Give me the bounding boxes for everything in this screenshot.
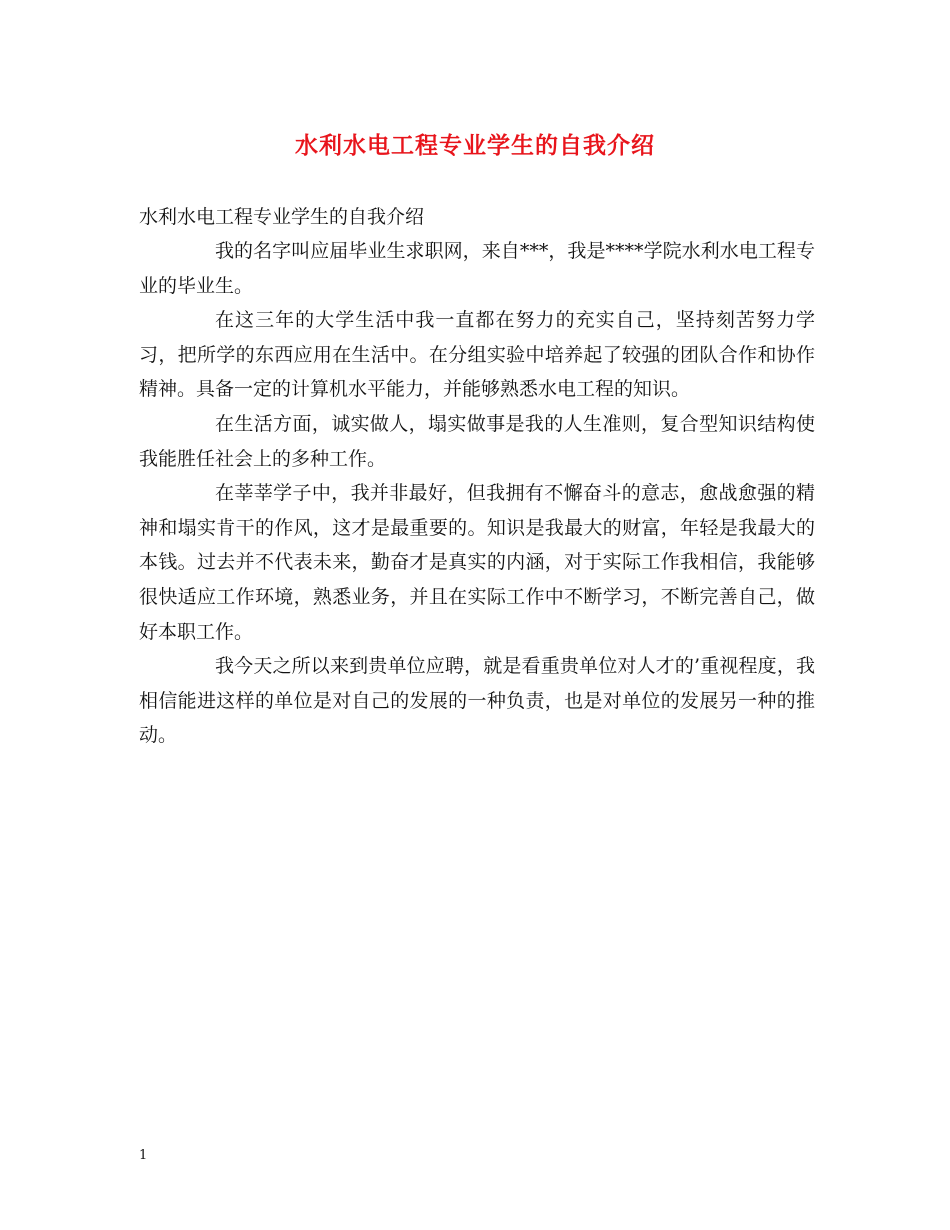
paragraph-university-life: 在这三年的大学生活中我一直都在努力的充实自己，坚持刻苦努力学习，把所学的东西应用在生活中。在分组实验中培养起了较强的团队合作和协作精神。具备一定的计算机水平能力，并能够熟悉水电工程的知识。 xyxy=(139,309,815,401)
paragraph-strengths: 在莘莘学子中，我并非最好，但我拥有不懈奋斗的意志，愈战愈强的精神和塌实肯干的作风，这才是最重要的。知识是我最大的财富，年轻是我最大的本钱。过去并不代表未来，勤奋才是真实的内涵，对于实际工作我相信，我能够很快适应工作环境，熟悉业务，并且在实际工作中不断学习，不断完善自己，做好本职工作。 xyxy=(139,482,815,643)
paragraph-application-reason: 我今天之所以来到贵单位应聘，就是看重贵单位对人才的’重视程度，我相信能进这样的单位是对自己的发展的一种负责，也是对单位的发展另一种的推动。 xyxy=(139,655,815,747)
document-title: 水利水电工程专业学生的自我介绍 xyxy=(295,133,655,159)
document-subtitle: 水利水电工程专业学生的自我介绍 xyxy=(139,206,425,228)
document-body xyxy=(139,200,815,753)
page-number: 1 xyxy=(139,1148,148,1163)
paragraph-introduction: 我的名字叫应届毕业生求职网，来自***，我是****学院水利水电工程专业的毕业生。 xyxy=(139,240,815,297)
paragraph-life-principles: 在生活方面，诚实做人，塌实做事是我的人生准则，复合型知识结构使我能胜任社会上的多种工作。 xyxy=(139,412,815,470)
